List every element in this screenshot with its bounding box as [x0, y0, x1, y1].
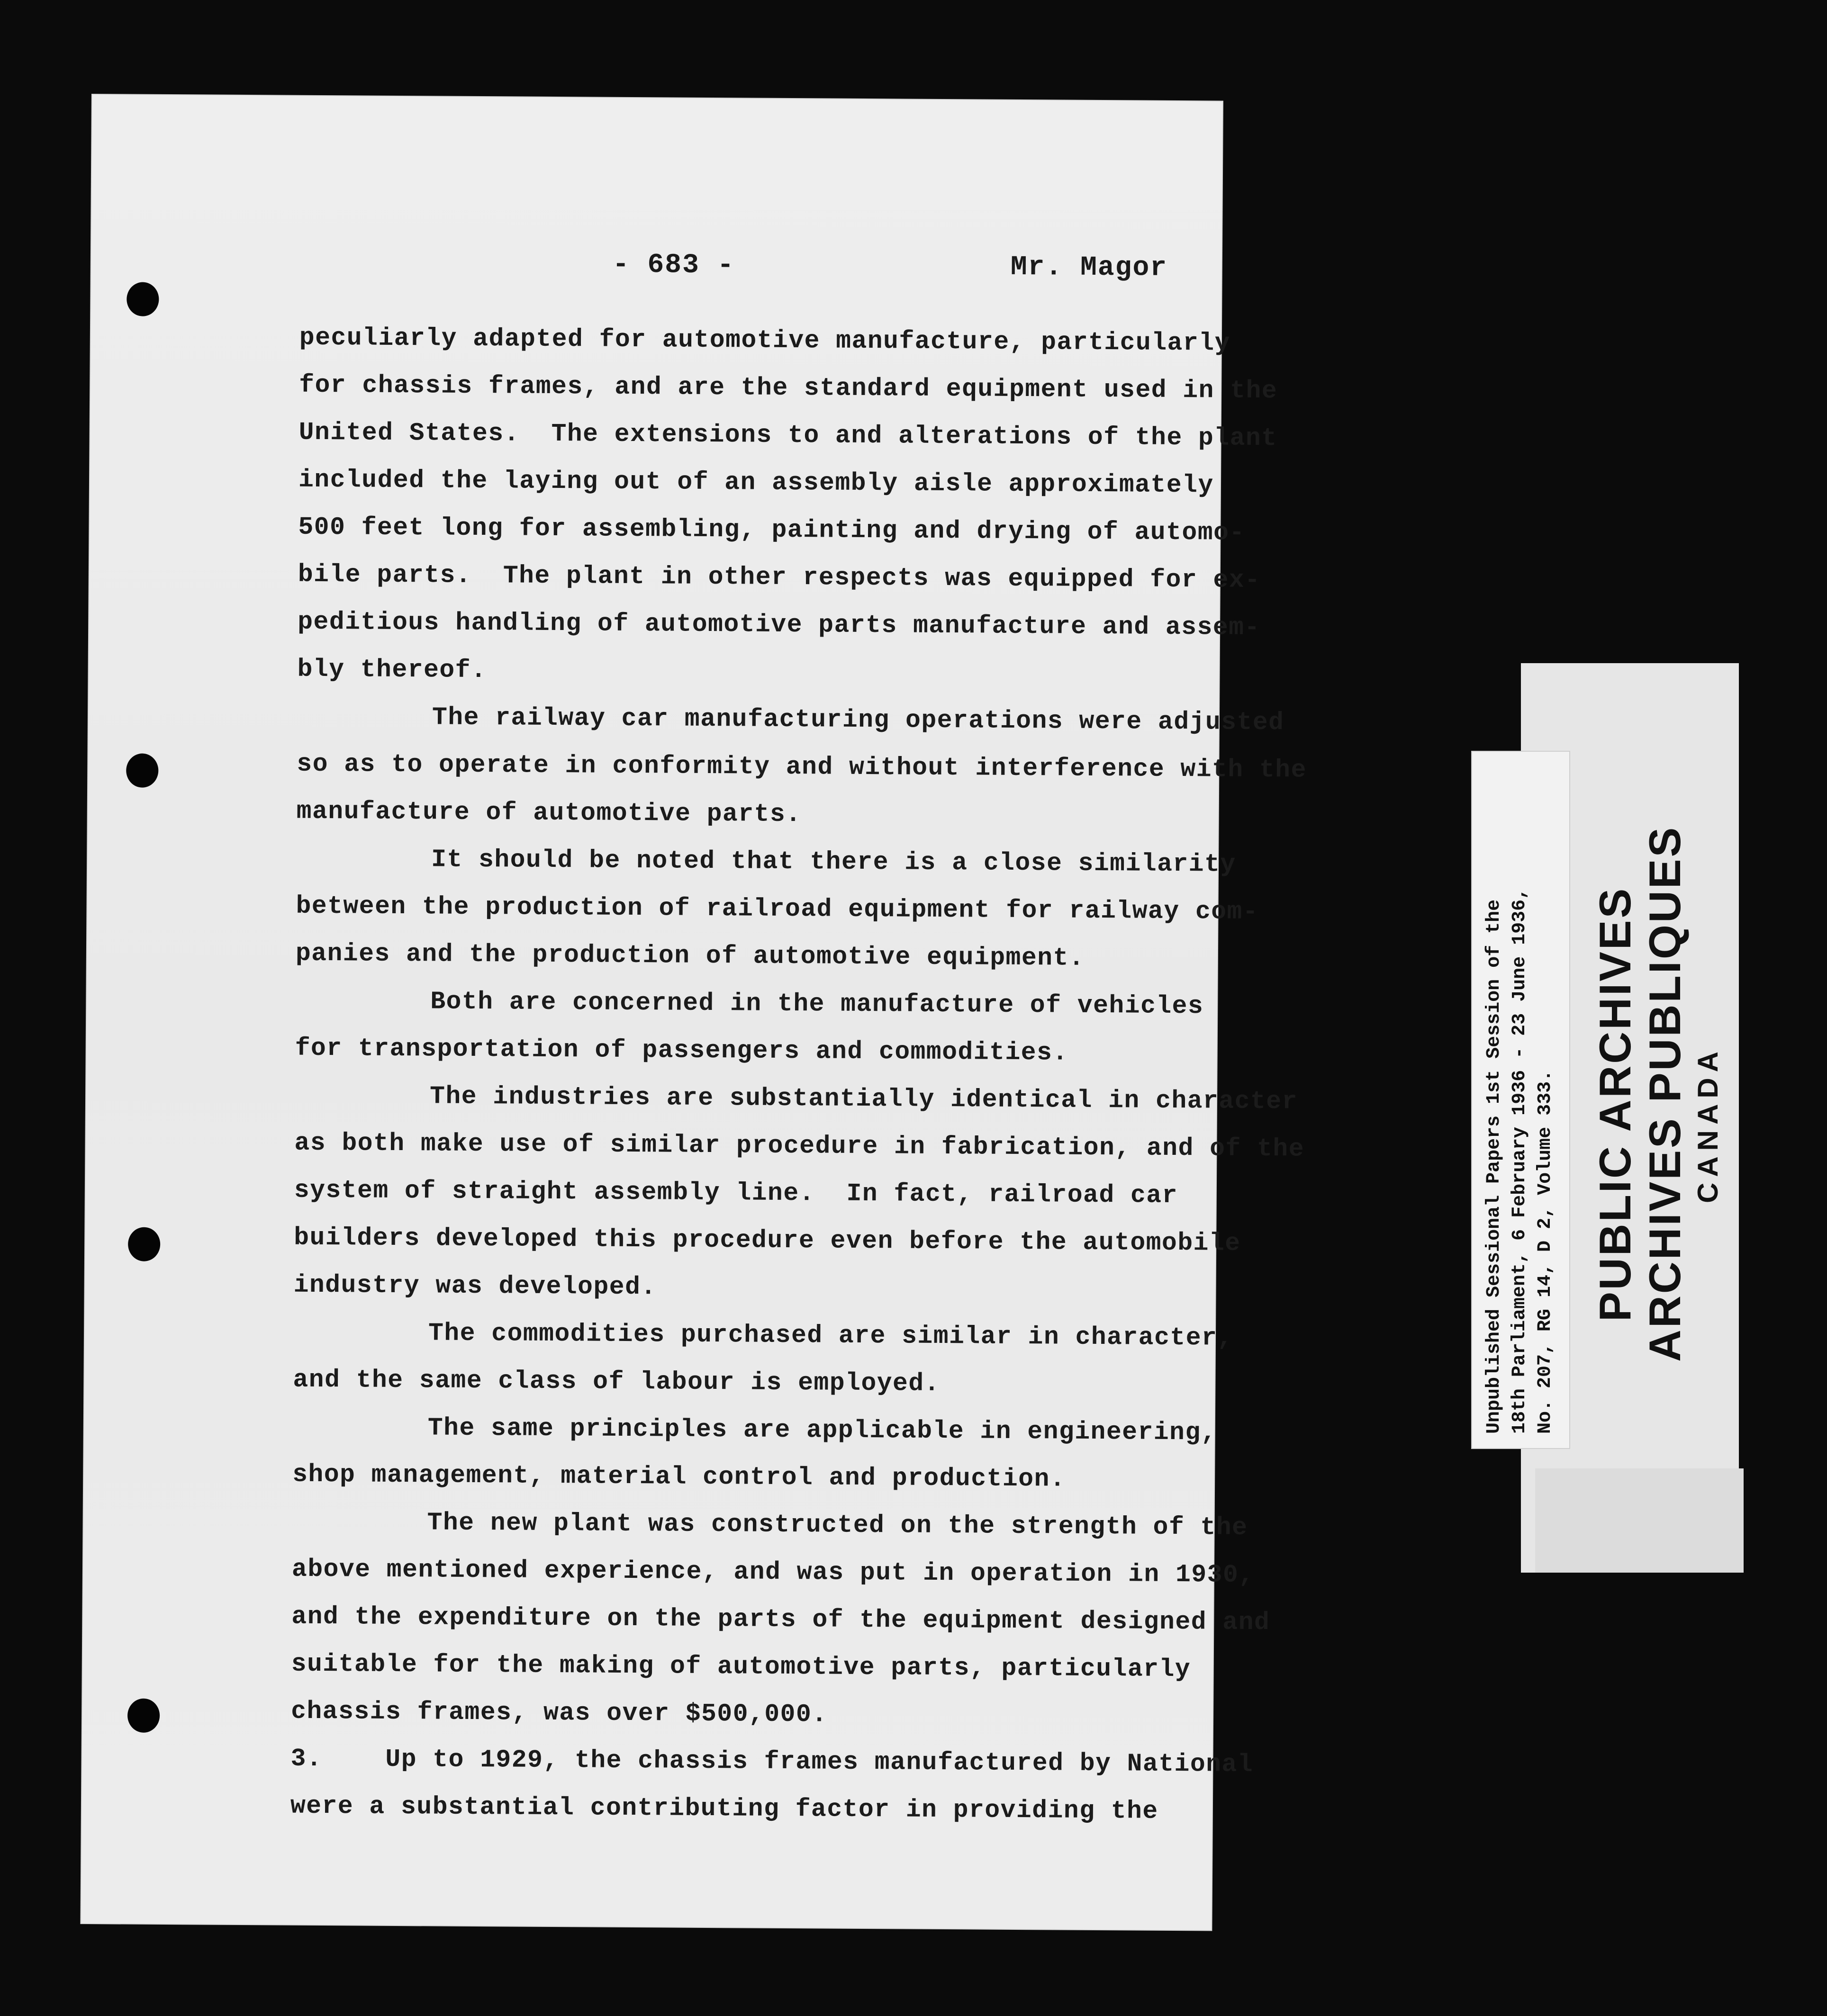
- text-line: suitable for the making of automotive parts, particularly: [291, 1649, 1191, 1684]
- text-line: industry was developed.: [293, 1270, 657, 1302]
- text-line: as both make use of similar procedure in fabrication, and of the: [294, 1128, 1305, 1163]
- page-number: - 683 -: [612, 249, 735, 281]
- text-line: manufacture of automotive parts.: [296, 797, 802, 829]
- text-line: included the laying out of an assembly aisle approximately: [298, 465, 1214, 500]
- text-line: peculiarly adapted for automotive manufacture, particularly: [299, 323, 1231, 358]
- citation-strip: [1471, 751, 1570, 1449]
- text-line: chassis frames, was over $500,000.: [290, 1697, 828, 1729]
- text-line: panies and the production of automotive equipment.: [295, 939, 1085, 972]
- page-header: [91, 246, 1221, 291]
- text-line: The same principles are applicable in engineering,: [427, 1413, 1217, 1447]
- canada-text: CANADA: [1692, 1046, 1724, 1203]
- text-line: The industries are substantially identical in character: [429, 1082, 1298, 1116]
- archive-label-tab: [1535, 1468, 1744, 1573]
- text-line: for chassis frames, and are the standard equipment used in the: [299, 370, 1278, 405]
- text-line: Both are concerned in the manufacture of vehicles: [430, 987, 1204, 1021]
- public-archives-text: PUBLIC ARCHIVES: [1590, 886, 1640, 1322]
- text-line: between the production of railroad equipment for railway com-: [296, 891, 1259, 927]
- text-line: United States. The extensions to and alterations of the plant: [298, 418, 1277, 453]
- punch-hole: [128, 1227, 160, 1261]
- text-line: so as to operate in conformity and without interference with the: [297, 749, 1307, 784]
- typed-page: [81, 95, 1307, 1930]
- text-line: for transportation of passengers and commodities.: [295, 1034, 1068, 1067]
- text-line: bly thereof.: [297, 655, 487, 685]
- text-line: and the expenditure on the parts of the equipment designed and: [291, 1602, 1270, 1637]
- text-line: The new plant was constructed on the strength of the: [427, 1508, 1248, 1542]
- text-line: The commodities purchased are similar in character,: [428, 1319, 1233, 1352]
- citation-line-1: Unpublished Sessional Papers 1st Session of the: [1483, 899, 1505, 1434]
- citation-line-2: 18th Parliament, 6 February 1936 - 23 June 1936,: [1509, 888, 1530, 1434]
- text-line: bile parts. The plant in other respects was equipped for ex-: [298, 560, 1261, 595]
- text-line: and the same class of labour is employed.: [293, 1365, 941, 1398]
- text-line: The railway car manufacturing operations were adjusted: [432, 703, 1284, 737]
- text-line: builders developed this procedure even before the automobile: [294, 1223, 1241, 1258]
- text-line: above mentioned experience, and was put in operation in 1930,: [291, 1555, 1255, 1590]
- text-line: It should be noted that there is a close similarity: [431, 845, 1236, 879]
- text-line: 3. Up to 1929, the chassis frames manufactured by National: [290, 1744, 1254, 1779]
- punch-hole: [126, 753, 158, 787]
- text-line: peditious handling of automotive parts manufacture and assem-: [298, 607, 1260, 642]
- punch-hole: [127, 282, 159, 316]
- text-line: were a substantial contributing factor in providing the: [290, 1791, 1158, 1826]
- document-body: [290, 314, 1307, 1836]
- text-line: shop management, material control and production.: [292, 1460, 1066, 1494]
- text-line: system of straight assembly line. In fact, railroad car: [294, 1176, 1178, 1210]
- speaker-name: Mr. Magor: [1010, 252, 1168, 284]
- text-line: 500 feet long for assembling, painting and drying of automo-: [298, 513, 1245, 547]
- punch-hole: [127, 1699, 160, 1733]
- archives-publiques-text: ARCHIVES PUBLIQUES: [1640, 825, 1690, 1362]
- citation-line-3: No. 207, RG 14, D 2, Volume 333.: [1535, 1070, 1556, 1434]
